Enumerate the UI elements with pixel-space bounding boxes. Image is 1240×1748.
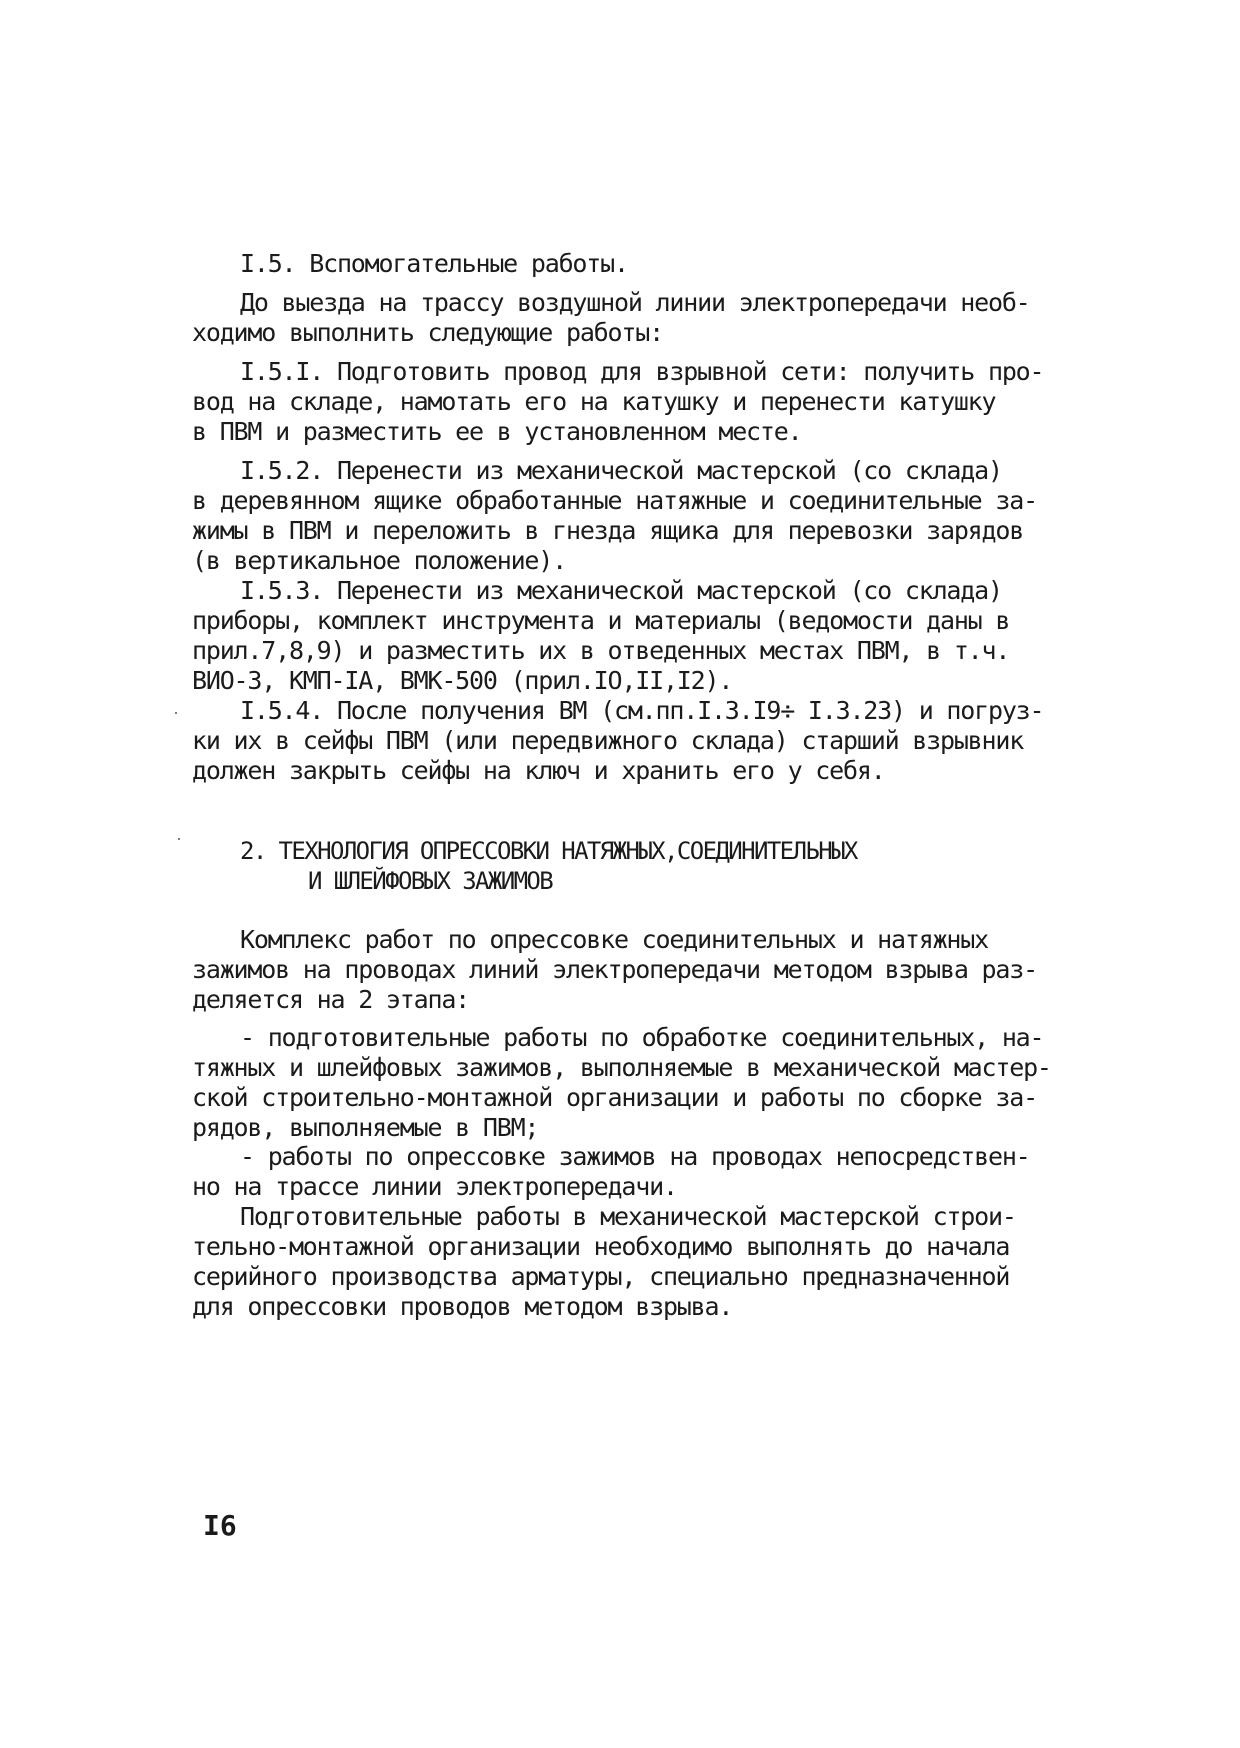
item-3-line: приборы, комплект инструмента и материалы (ведомости даны в — [192, 606, 1010, 635]
paragraph-2-line: Подготовительные работы в механической мастерской строи- — [240, 1202, 1016, 1231]
section-title: I.5. Вспомогательные работы. — [240, 249, 628, 278]
item-2-line: (в вертикальное положение). — [192, 546, 566, 575]
paragraph-1-line: Комплекс работ по опрессовке соединительных и натяжных — [240, 925, 988, 954]
item-3-line: прил.7,8,9) и разместить их в отведенных местах ПВМ, в т.ч. — [192, 636, 1010, 665]
dash-item-2-line: - работы по опрессовке зажимов на проводах непосредствен- — [240, 1142, 1030, 1171]
paragraph-2-line: тельно-монтажной организации необходимо выполнять до начала — [192, 1232, 1010, 1261]
page-number: I6 — [203, 1509, 237, 1542]
item-2-line: жимы в ПВМ и переложить в гнезда ящика для перевозки зарядов — [192, 516, 1024, 545]
item-1-line: вод на складе, намотать его на катушку и перенести катушку — [192, 387, 996, 416]
intro-line: До выезда на трассу воздушной линии электропередачи необ- — [240, 288, 1030, 317]
item-4-line: ки их в сейфы ПВМ (или передвижного склада) старший взрывник — [192, 726, 1024, 755]
item-3-line: ВИО-3, КМП-IА, ВМК-500 (прил.IO,II,I2). — [192, 666, 733, 695]
item-1-line: в ПВМ и разместить ее в установленном месте. — [192, 417, 802, 446]
dash-item-1-line: тяжных и шлейфовых зажимов, выполняемые в механической мастер- — [192, 1053, 1051, 1082]
section-2-heading: И ШЛЕЙФОВЫХ ЗАЖИМОВ — [308, 867, 553, 895]
item-4-line: I.5.4. После получения ВМ (см.пп.I.3.I9÷ I.3.23) и погруз- — [240, 696, 1044, 725]
scan-speck — [178, 838, 180, 840]
item-4-line: должен закрыть сейфы на ключ и хранить его у себя. — [192, 756, 885, 785]
dash-item-2-line: но на трассе линии электропередачи. — [192, 1172, 677, 1201]
paragraph-2-line: серийного производства арматуры, специально предназначенной — [192, 1262, 1010, 1291]
scan-speck — [175, 712, 177, 714]
item-3-line: I.5.3. Перенести из механической мастерской (со склада) — [240, 576, 1002, 605]
item-2-line: в деревянном ящике обработанные натяжные и соединительные за- — [192, 486, 1037, 515]
intro-line: ходимо выполнить следующие работы: — [192, 318, 663, 347]
dash-item-1-line: - подготовительные работы по обработке соединительных, на- — [240, 1023, 1044, 1052]
paragraph-1-line: деляется на 2 этапа: — [192, 985, 470, 1014]
paragraph-1-line: зажимов на проводах линий электропередачи методом взрыва раз- — [192, 955, 1037, 984]
item-2-line: I.5.2. Перенести из механической мастерской (со склада) — [240, 456, 1002, 485]
dash-item-1-line: рядов, выполняемые в ПВМ; — [192, 1113, 539, 1142]
paragraph-2-line: для опрессовки проводов методом взрыва. — [192, 1292, 733, 1321]
dash-item-1-line: ской строительно-монтажной организации и работы по сборке за- — [192, 1083, 1037, 1112]
item-1-line: I.5.I. Подготовить провод для взрывной сети: получить про- — [240, 357, 1044, 386]
section-2-heading: 2. ТЕХНОЛОГИЯ ОПРЕССОВКИ НАТЯЖНЫХ,СОЕДИНИТЕЛЬНЫХ — [240, 837, 857, 865]
